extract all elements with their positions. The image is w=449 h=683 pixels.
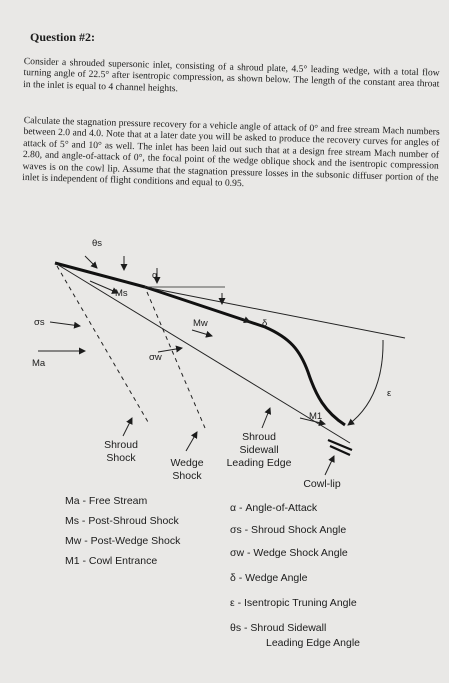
legend-item-ma: Ma - Free Stream (65, 495, 148, 507)
freestream-reference-line (55, 263, 350, 443)
cowl-lip-pointer (325, 456, 334, 475)
label-mw: Mw (193, 318, 208, 329)
legend-item-sigma-s: σs - Shroud Shock Angle (230, 524, 347, 536)
legend-item-theta-s: θs - Shroud Sidewall (230, 622, 327, 634)
legend-item-alpha: α - Angle-of-Attack (230, 502, 318, 514)
legend-item-ms: Ms - Post-Shroud Shock (65, 515, 179, 527)
shroud-shock-pointer (123, 418, 132, 436)
label-shroud-shock: Shroud Shock (104, 439, 138, 464)
label-m1: M1 (309, 411, 323, 422)
legend-item-m1: M1 - Cowl Entrance (65, 555, 158, 567)
label-wedge-shock: Wedge Shock (170, 457, 204, 482)
legend-item-delta: δ - Wedge Angle (230, 572, 308, 584)
label-ma: Ma (32, 358, 46, 369)
epsilon-arc (348, 340, 383, 425)
mw-flow-arrow (192, 330, 212, 336)
label-sigma-s: σs (34, 317, 45, 328)
label-cowl-lip: Cowl-lip (303, 478, 341, 490)
question-title: Question #2: (30, 30, 96, 44)
label-epsilon: ε (387, 388, 392, 399)
label-shroud-sidewall: Shroud Sidewall Leading Edge (226, 431, 292, 469)
wedge-shock-pointer (186, 432, 197, 451)
shroud-shock-line (57, 266, 148, 422)
problem-paragraph-1: Consider a shrouded supersonic inlet, consisting of a shroud plate, 4.5° leading wedge, with a total flow turning angle of 22.5° after isentropic compression, as shown below. The length of the constant area throat in the inlet is equal to 4 channel heights. (23, 56, 440, 95)
wedge-surface-line (145, 287, 345, 425)
theta-s-arrow-left (85, 256, 97, 268)
shroud-plate-line (55, 263, 145, 287)
label-alpha: α (152, 270, 158, 281)
label-sigma-w: σw (149, 352, 162, 363)
label-ms: Ms (115, 288, 128, 299)
legend-item-epsilon: ε - Isentropic Truning Angle (230, 597, 357, 609)
sigma-s-arrow (50, 322, 80, 326)
label-theta-s: θs (92, 238, 103, 249)
legend-item-sigma-w: σw - Wedge Shock Angle (230, 547, 348, 559)
legend-item-theta-s-cont: Leading Edge Angle (266, 637, 361, 649)
legend-item-mw: Mw - Post-Wedge Shock (65, 535, 181, 547)
problem-paragraph-2: Calculate the stagnation pressure recovery for a vehicle angle of attack of 0° and free stream Mach numbers between 2.0 and 4.0. Note that at a later date you will be asked to produce the recovery curves for angles of attack of 5° and 10° as well. The inlet has been laid out such that at a design free stream Mach number of 2.80, and angle-of-attack of 0°, the focal point of the wedge oblique shock and the isentropic compression waves is on the cowl lip. Assume that the stagnation pressure losses in the subsonic diffuser portion of the inlet is independent of flight conditions and equal to 0.95. (22, 115, 440, 190)
sidewall-pointer (262, 408, 270, 428)
label-delta: δ (262, 318, 268, 329)
